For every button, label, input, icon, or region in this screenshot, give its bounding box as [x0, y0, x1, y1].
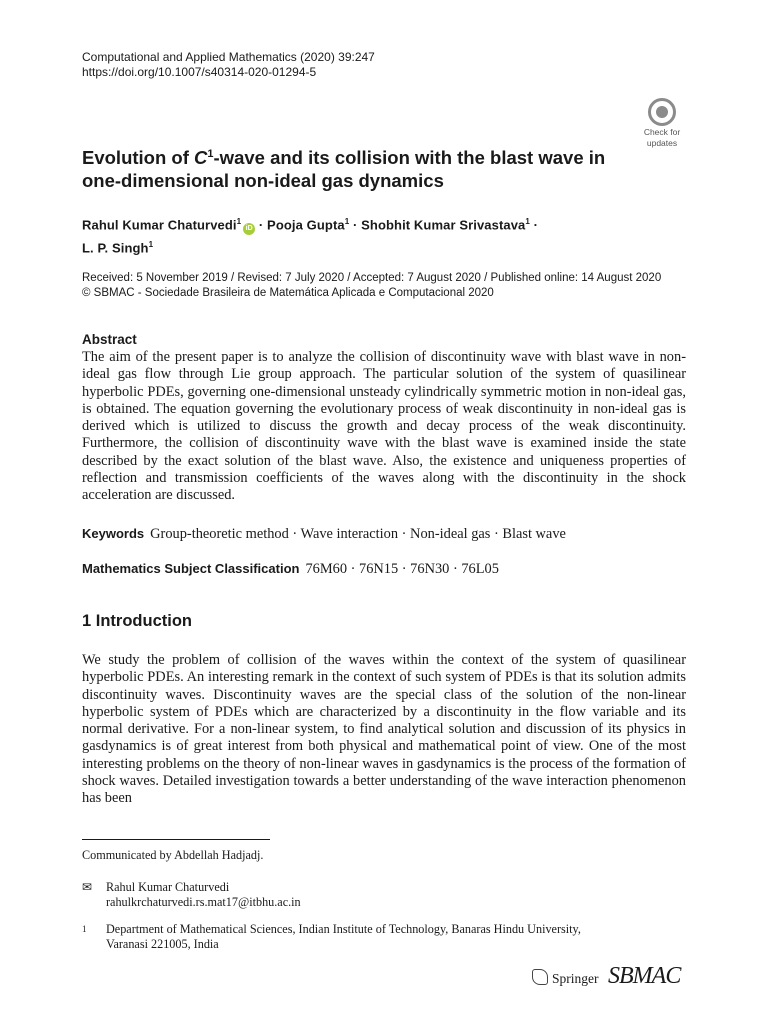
- corr-name: Rahul Kumar Chaturvedi: [106, 880, 230, 894]
- introduction-text: We study the problem of collision of the waves within the context of the system of quasilinear hyperbolic PDEs. An interesting remark in the context of such system of PDEs is that its solution admits discontinuity waves. Discontinuity waves are the special class of the solution of the non-linear hyperbolic system of PDEs which are characterized by a discontinuity in the flow variable and its normal derivative. For a non-linear system, to find analytical solution and discussion of its physics in gasdynamics is of great interest from both physical and mathematical point of view. One of the most interesting problems on the theory of non-linear waves in gasdynamics is the process of the formation of shock waves. Detailed investigation towards a better understanding of the wave interaction phenomenon has been: [82, 652, 686, 807]
- affiliation-number: 1: [82, 924, 87, 934]
- springer-horse-icon: [532, 969, 548, 985]
- author-name[interactable]: Pooja Gupta: [267, 217, 345, 233]
- journal-header: [82, 50, 375, 80]
- communicated-by: Communicated by Abdellah Hadjadj.: [82, 848, 264, 862]
- springer-logo: [532, 969, 599, 987]
- author-affiliation-mark: 1: [344, 217, 350, 226]
- author-affiliation-mark: 1: [148, 240, 154, 250]
- keywords-value: Group-theoretic method · Wave interaction · Non-ideal gas · Blast wave: [150, 526, 566, 542]
- check-updates-line1: Check for: [643, 127, 681, 137]
- author-affiliation-mark: 1: [525, 217, 530, 226]
- msc-line: [82, 561, 686, 578]
- envelope-icon: ✉: [82, 880, 93, 894]
- springer-wordmark: Springer: [552, 971, 599, 986]
- title-part1: Evolution of: [82, 147, 195, 169]
- affiliation-footnote: [82, 922, 686, 952]
- title-superscript: 1: [207, 148, 214, 160]
- abstract-text: The aim of the present paper is to analyze the collision of discontinuity wave with blast wave in non-ideal gas flow through Lie group approach. The particular solution of the system of quasilinear hyperbolic PDEs, governing one-dimensional unsteady cylindrically symmetric motion in non-ideal gas, is obtained. The equation governing the evolutionary process of weak discontinuity in non-ideal gas is derived which is utilized to discuss the growth and decay process of the weak discontinuity. Furthermore, the collision of discontinuity wave with the blast wave is examined inside the state described by the exact solution of the blast wave. Also, the existence and uniqueness properties of reflection and transmission coefficients of the waves along with the discontinuity in the shock acceleration are discussed.: [82, 349, 686, 504]
- author-separator: ·: [349, 217, 362, 233]
- author-name[interactable]: Rahul Kumar Chaturvedi: [82, 217, 237, 233]
- footnote-divider: [82, 839, 270, 840]
- author-name[interactable]: L. P. Singh: [82, 240, 149, 256]
- corresponding-author: [82, 880, 301, 910]
- title-part2: -wave and its collision with the blast wave in one-dimensional non-ideal gas dynamics: [82, 147, 606, 192]
- publication-dates: [82, 271, 661, 301]
- affiliation-line2: Varanasi 221005, India: [106, 937, 219, 951]
- title-symbol: C: [194, 147, 208, 169]
- keywords-label: Keywords: [82, 526, 145, 541]
- corr-email[interactable]: rahulkrchaturvedi.rs.mat17@itbhu.ac.in: [106, 895, 301, 909]
- paper-title: [82, 143, 642, 192]
- author-affiliation-mark: 1: [236, 217, 242, 226]
- msc-value: 76M60 · 76N15 · 76N30 · 76L05: [305, 561, 499, 577]
- abstract-heading: Abstract: [82, 332, 137, 347]
- copyright-line: © SBMAC - Sociedade Brasileira de Matemática Aplicada e Computacional 2020: [82, 287, 494, 299]
- keywords-line: [82, 526, 686, 543]
- author-name[interactable]: Shobhit Kumar Srivastava: [361, 217, 526, 233]
- section-heading-introduction: 1 Introduction: [82, 612, 192, 630]
- orcid-icon[interactable]: iD: [243, 223, 255, 235]
- journal-citation: Computational and Applied Mathematics (2020) 39:247: [82, 50, 375, 64]
- doi-link[interactable]: https://doi.org/10.1007/s40314-020-01294-5: [82, 65, 317, 79]
- check-for-updates-badge[interactable]: [636, 98, 688, 146]
- msc-label: Mathematics Subject Classification: [82, 561, 300, 576]
- check-updates-icon: [648, 98, 676, 126]
- author-list: [82, 212, 642, 258]
- check-updates-line2: updates: [646, 138, 678, 148]
- author-separator: ·: [529, 217, 539, 233]
- affiliation-line1: Department of Mathematical Sciences, Indian Institute of Technology, Banaras Hindu University,: [106, 922, 581, 936]
- author-separator: ·: [255, 217, 268, 233]
- history-dates: Received: 5 November 2019 / Revised: 7 July 2020 / Accepted: 7 August 2020 / Published online: 14 August 2020: [82, 272, 662, 284]
- sbmac-logo: SBMAC: [608, 963, 681, 989]
